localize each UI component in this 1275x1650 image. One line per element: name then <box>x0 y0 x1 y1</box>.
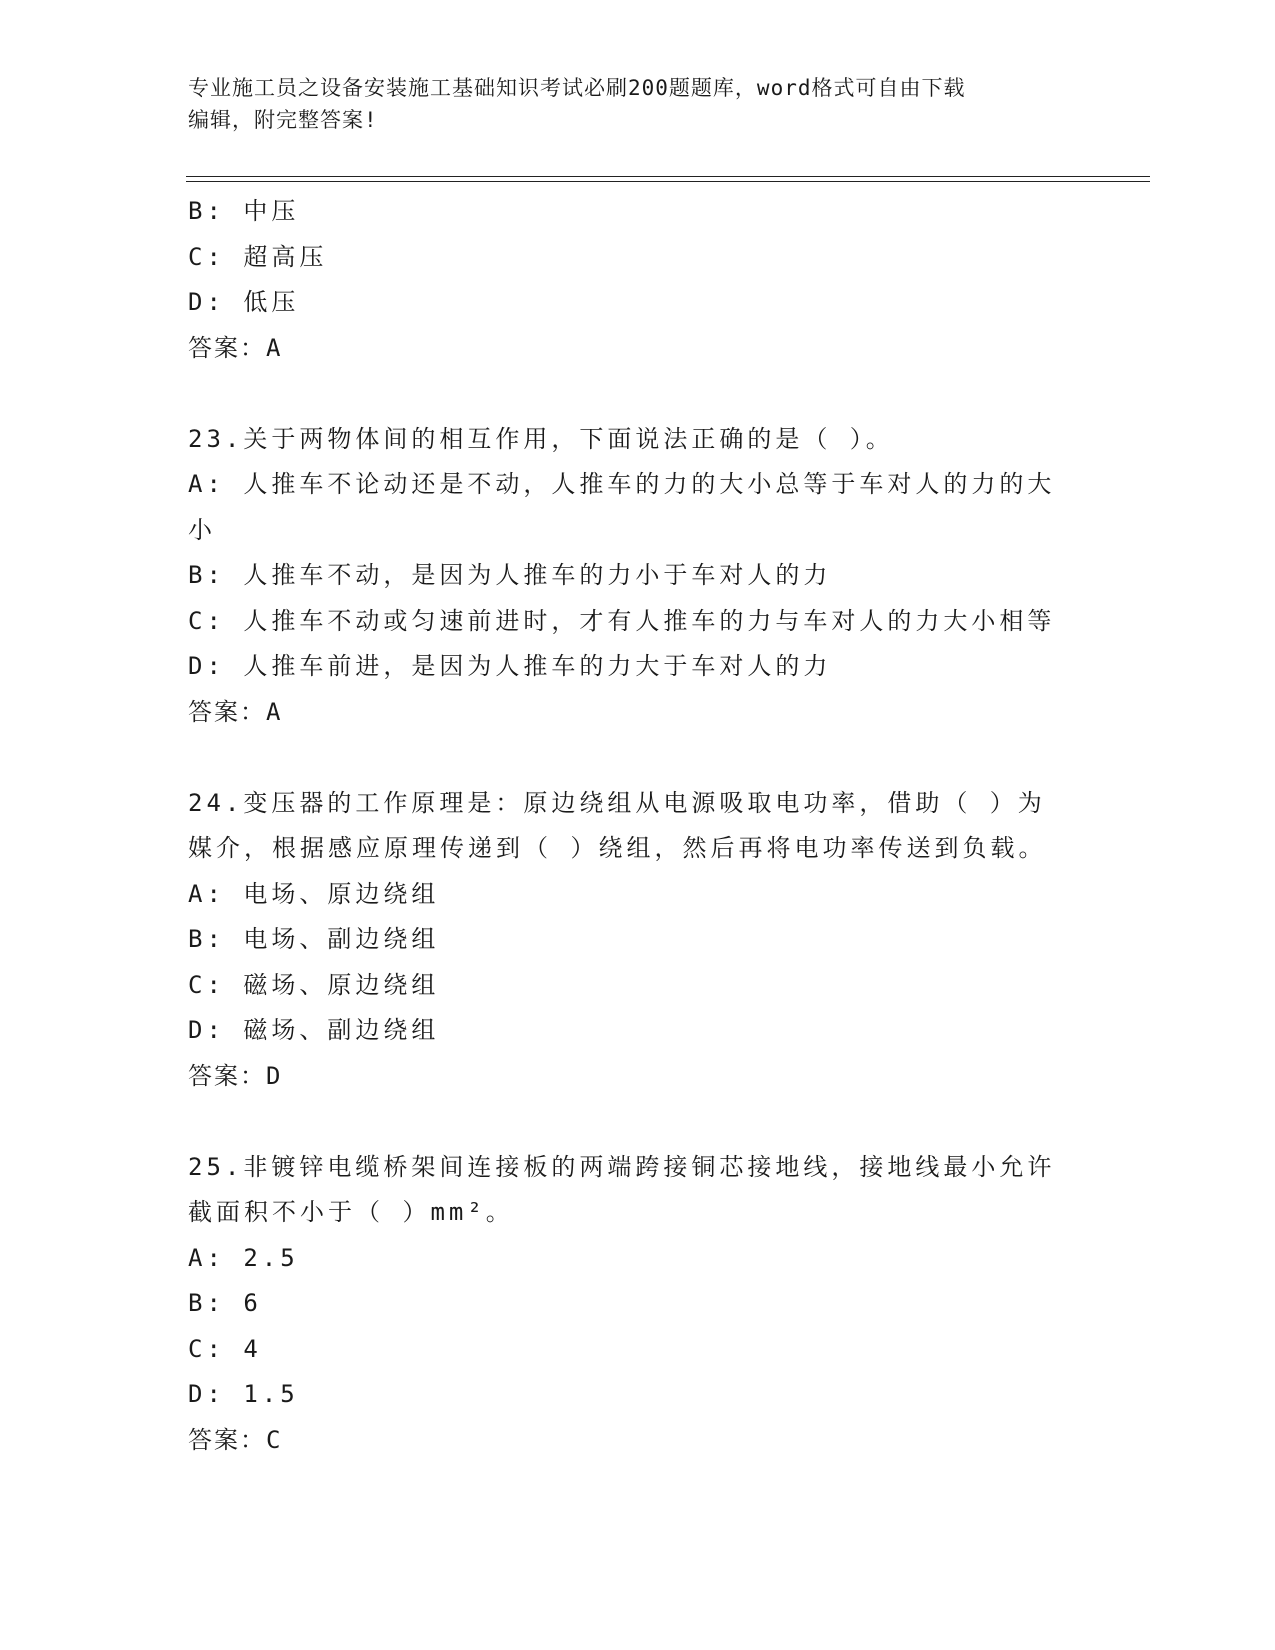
header-title-line-2: 编辑，附完整答案! <box>188 108 378 132</box>
q24-answer: 答案：D <box>188 1061 283 1090</box>
spacer <box>188 371 1088 417</box>
q23-option-c: C: 人推车不动或匀速前进时，才有人推车的力与车对人的力大小相等 <box>188 606 1056 635</box>
spacer <box>188 1099 1088 1145</box>
q23-stem: 23.关于两物体间的相互作用，下面说法正确的是（ ）。 <box>188 424 894 453</box>
question-content <box>188 189 1088 1463</box>
q23-option-b: B: 人推车不动，是因为人推车的力小于车对人的力 <box>188 561 832 589</box>
q22-answer: 答案：A <box>188 333 283 362</box>
q25-option-c: C: 4 <box>188 1334 262 1363</box>
header-divider-top <box>186 176 1150 177</box>
q25-answer: 答案：C <box>188 1425 283 1454</box>
q23-option-a-line-2: 小 <box>188 515 216 544</box>
q24-stem-line-1: 24.变压器的工作原理是：原边绕组从电源吸取电功率，借助（ ）为 <box>188 788 1046 817</box>
q23-answer: 答案：A <box>188 697 283 726</box>
q25-option-b: B: 6 <box>188 1289 262 1317</box>
q24-option-d: D: 磁场、副边绕组 <box>188 1016 440 1044</box>
header-title-line-1: 专业施工员之设备安装施工基础知识考试必刷200题题库，word格式可自由下载 <box>188 76 966 100</box>
q24-option-a: A: 电场、原边绕组 <box>188 879 440 908</box>
q25-stem-line-2: 截面积不小于（ ）mm²。 <box>188 1198 514 1226</box>
q24-stem-line-2: 媒介，根据感应原理传递到（ ）绕组，然后再将电功率传送到负载。 <box>188 834 1047 862</box>
q22-option-b: B: 中压 <box>188 197 300 225</box>
q25-stem-line-1: 25.非镀锌电缆桥架间连接板的两端跨接铜芯接地线，接地线最小允许 <box>188 1152 1056 1181</box>
spacer <box>188 735 1088 781</box>
q22-option-d: D: 低压 <box>188 288 300 316</box>
q23-option-d: D: 人推车前进，是因为人推车的力大于车对人的力 <box>188 652 832 680</box>
header-divider-bottom <box>186 181 1150 182</box>
q25-option-d: D: 1.5 <box>188 1380 299 1408</box>
q24-option-b: B: 电场、副边绕组 <box>188 925 440 953</box>
document-header <box>188 72 1068 136</box>
q23-option-a-line-1: A: 人推车不论动还是不动，人推车的力的大小总等于车对人的力的大 <box>188 470 1056 498</box>
q22-option-c: C: 超高压 <box>188 242 328 271</box>
q25-option-a: A: 2.5 <box>188 1243 299 1272</box>
q24-option-c: C: 磁场、原边绕组 <box>188 970 440 999</box>
